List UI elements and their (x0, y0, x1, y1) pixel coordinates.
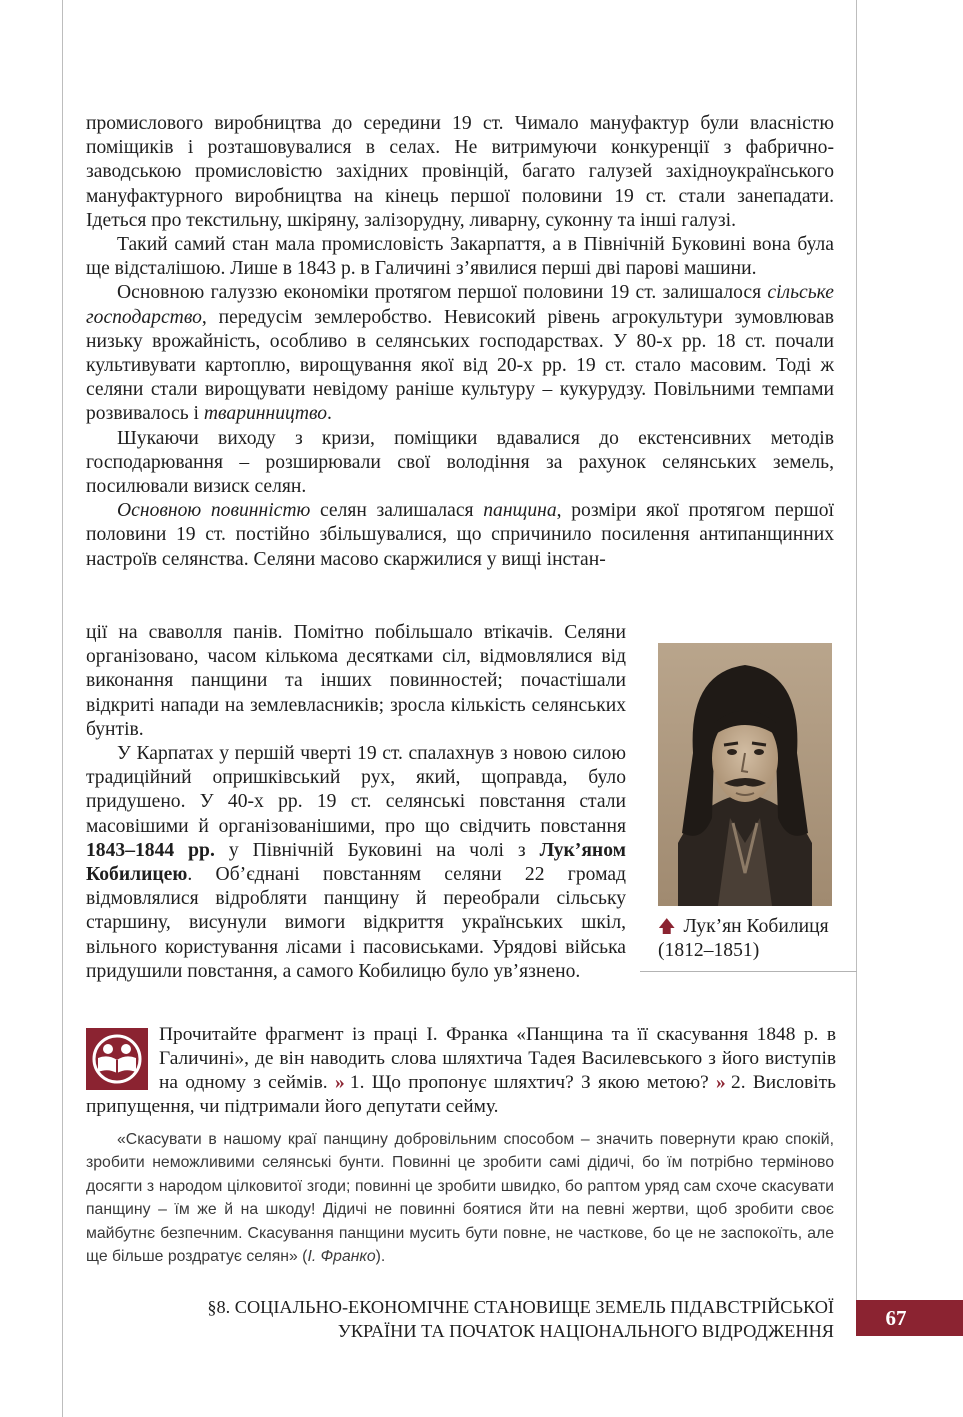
page-number: 67 (885, 1306, 907, 1330)
uprising-years: 1843–1844 рр. (86, 839, 215, 861)
text-run: , розміри якої протягом першої половини 19 ст. постійно збільшувалися, що спричинило посилення антипанщинних настроїв селянства. Селяни масово скаржилися у вищі інстан- (86, 500, 834, 570)
paragraph-carpathians (86, 742, 626, 984)
term-corvee: панщина (483, 500, 557, 522)
portrait-image (658, 643, 832, 906)
quote-end: ). (375, 1248, 386, 1266)
portrait-caption (658, 915, 836, 963)
term-livestock: тваринництво (203, 403, 328, 425)
quote-paragraph (86, 1128, 834, 1268)
text-run: Основною галуззю економіки протягом першої половини 19 ст. залишалося (117, 282, 768, 304)
left-margin-line (62, 0, 63, 1417)
text-run: . Об’єднані повстанням селяни 22 громад відмовлялися відробляти панщину й переобрали сільську старшину, висунули вимоги відкриття українських шкіл, вільного користування лісами і пасовиськами. Урядові війська придушили повстання, а самого Кобилицю було ув’язнено. (86, 864, 626, 982)
text-run: , передусім землеробство. Невисокий рівень агрокультури зумовлював низьку врожайність, особливо в селянських господарствах. У 80-х рр. 18 ст. почали культивувати картоплю, вирощування якої від 20-х рр. 19 ст. стало масовим. Тоді ж селяни стали вирощувати невідому раніше культуру – кукурудзу. Повільними темпами розвивалось і (86, 306, 834, 425)
chevron-right-icon: » (334, 1072, 343, 1093)
paragraph-corvee (86, 499, 834, 572)
quote-text: «Скасувати в нашому краї панщину добровільним способом – значить повернути краю спокій, зробити неможливими селянські бунти. Повинні це зробити самі дідичі, бо їм потрібно терміново досягти з народом цілковитої згоди; повинні це зробити швидко, бо раптом уряд сам схоче скасувати панщину – їм же й на шкоду! Дідичі не повинні боятися йти на певні жертви, щоб зробити своє майбутнє безпечним. Скасування панщини мусить бути повне, не часткове, бо це не заспокоїть, але ще більше роздратує селян» ( (86, 1131, 834, 1266)
task-block (86, 1023, 836, 1119)
paragraph-zakarpattia: Такий самий стан мала промисловість Закарпаття, а в Північній Буковині вона була ще відсталішою. Лише в 1843 р. в Галичині з’явилися перші дві парові машини. (86, 234, 834, 280)
leader-name: Лук’яном Кобилицею (86, 839, 626, 886)
task-intro: Прочитайте фрагмент із праці І. Франка «Панщина та її скасування 1848 р. в Галичині», де він наводить слова шляхтича Тадея Василевського з його виступів на одному з сеймів. (159, 1024, 836, 1093)
paragraph-agriculture (86, 281, 834, 426)
chapter-title (160, 1296, 834, 1343)
text-run: . (327, 403, 332, 425)
caption-text: Лук’ян Кобилиця (1812–1851) (658, 916, 829, 961)
main-text (86, 112, 834, 572)
text-run: у Північній Буковині на чолі з (214, 839, 540, 861)
paragraph-corvee-continued: ції на сваволля панів. Помітно побільшало втікачів. Селяни організовано, часом кількома десятками сіл, відмовлялися від виконання панщини та інших повинностей; почастішали відкриті напади на землевласників; зросла кількість селянських бунтів. (86, 622, 626, 740)
paragraph-industry: промислового виробництва до середини 19 ст. Чимало мануфактур були власністю поміщиків і розташовувалися в селах. Не витримуючи конкуренції з фабрично-заводською промисловістю західних провінцій, багато галузей західноукраїнського мануфактурного виробництва на кінець першої половини 19 ст. стали занепадати. Ідеться про текстильну, шкіряну, залізорудну, ливарну, суконну та інші галузі. (86, 113, 834, 231)
chapter-title-line-1: §8. СОЦІАЛЬНО-ЕКОНОМІЧНЕ СТАНОВИЩЕ ЗЕМЕЛЬ ПІДАВСТРІЙСЬКОЇ (207, 1297, 834, 1317)
term-main-duty: Основною повинністю (117, 500, 311, 522)
term-agriculture: сільське господарство (86, 282, 834, 328)
right-margin-line (856, 0, 857, 1300)
chapter-title-line-2: УКРАЇНИ ТА ПОЧАТОК НАЦІОНАЛЬНОГО ВІДРОДЖЕННЯ (337, 1320, 834, 1341)
text-run: селян залишалася (310, 500, 484, 522)
chevron-right-icon: » (716, 1072, 724, 1093)
text-run: У Карпатах у першій чверті 19 ст. спалахнув з новою силою традиційний опришківський рух, який, щоправда, було придушено. У 40-х рр. 19 ст. селянські повстання стали масовішими й організованішими, про що свідчить повстання (86, 743, 626, 837)
paragraph-crisis: Шукаючи виходу з кризи, поміщики вдавалися до екстенсивних методів господарювання – розширювали свої володіння за рахунок селянських земель, посилювали визиск селян. (86, 427, 834, 498)
task-question-1: 1. Що пропонує шляхтич? З якою метою? (342, 1072, 709, 1093)
wrapped-text (86, 621, 626, 984)
task-question-2: 2. Висловіть припущення, чи підтримали його депутати сейму. (86, 1072, 836, 1117)
caption-divider (640, 971, 857, 972)
arrow-up-icon: 🡅 (658, 917, 676, 936)
quote-source: І. Франко (307, 1248, 376, 1266)
quote-block (86, 1128, 834, 1268)
